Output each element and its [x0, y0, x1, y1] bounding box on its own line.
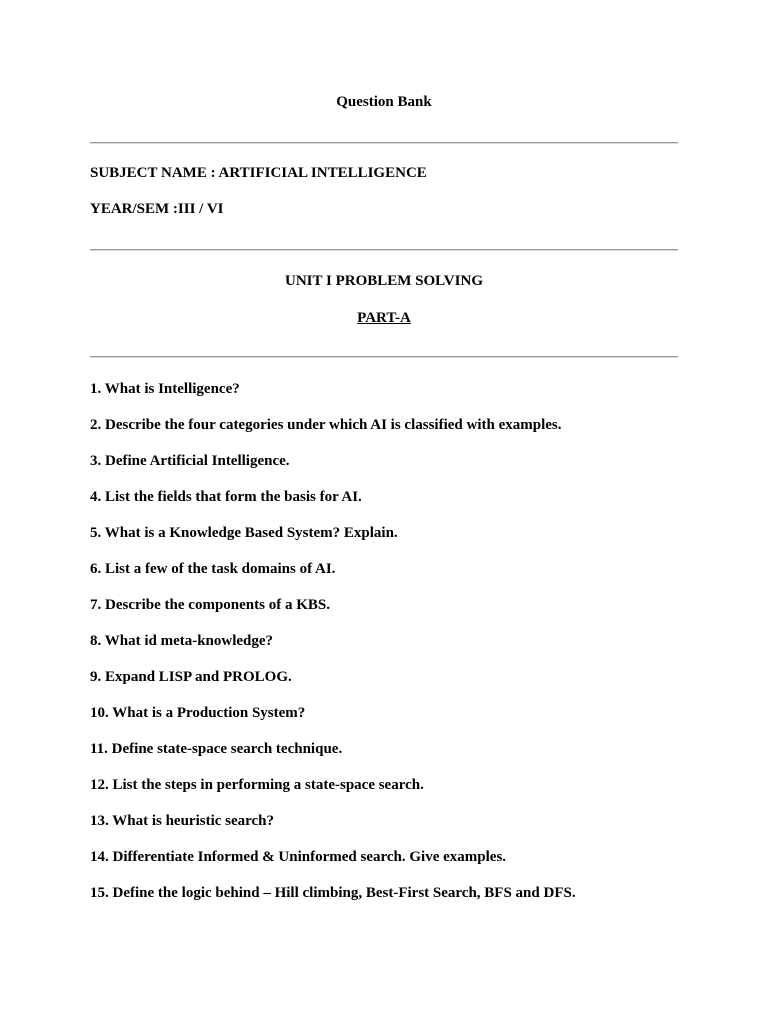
question-item: 8. What id meta-knowledge? — [90, 633, 274, 649]
question-item: 10. What is a Production System? — [90, 705, 306, 721]
subject-name: SUBJECT NAME : ARTIFICIAL INTELLIGENCE — [90, 165, 427, 181]
document-title: Question Bank — [336, 94, 432, 110]
question-item: 2. Describe the four categories under which AI is classified with examples. — [90, 417, 562, 433]
year-semester: YEAR/SEM :III / VI — [90, 201, 224, 217]
question-item: 3. Define Artificial Intelligence. — [90, 453, 290, 469]
question-item: 13. What is heuristic search? — [90, 813, 275, 829]
question-item: 9. Expand LISP and PROLOG. — [90, 669, 292, 685]
unit-title: UNIT I PROBLEM SOLVING — [285, 273, 483, 289]
question-item: 5. What is a Knowledge Based System? Explain. — [90, 525, 398, 541]
divider-rule — [90, 249, 678, 251]
question-item: 1. What is Intelligence? — [90, 381, 240, 397]
question-item: 4. List the fields that form the basis for AI. — [90, 489, 362, 505]
divider-rule — [90, 142, 678, 144]
question-item: 7. Describe the components of a KBS. — [90, 597, 330, 613]
part-heading: PART-A — [357, 310, 411, 326]
question-item: 14. Differentiate Informed & Uninformed search. Give examples. — [90, 849, 507, 865]
question-item: 11. Define state-space search technique. — [90, 741, 343, 757]
question-item: 12. List the steps in performing a state-space search. — [90, 777, 424, 793]
question-list — [90, 380, 576, 920]
question-item: 15. Define the logic behind – Hill climbing, Best-First Search, BFS and DFS. — [90, 885, 576, 901]
question-item: 6. List a few of the task domains of AI. — [90, 561, 336, 577]
divider-rule — [90, 356, 678, 358]
